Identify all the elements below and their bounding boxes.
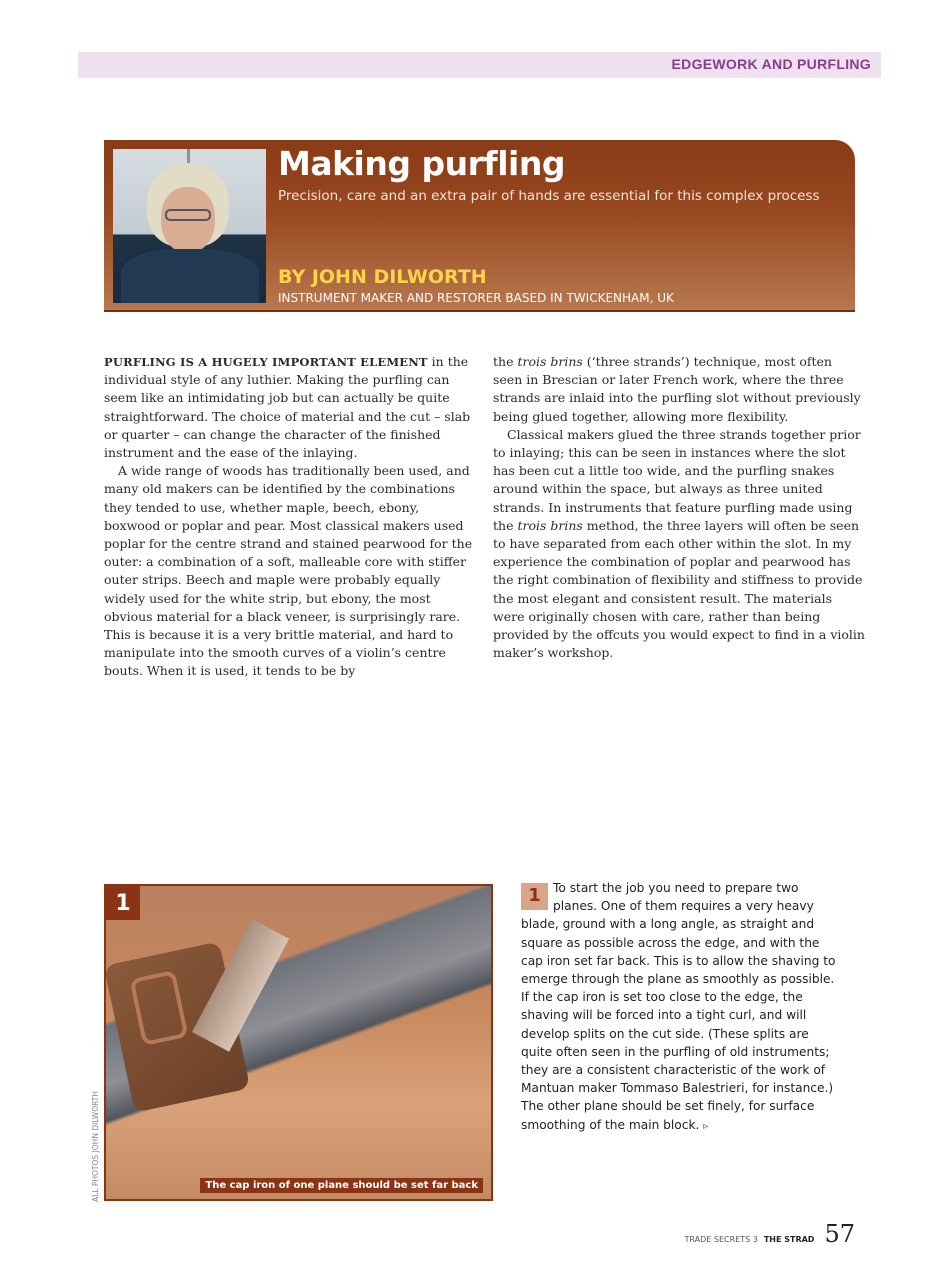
author-portrait: [113, 149, 266, 303]
figure-photo: [104, 884, 493, 1201]
step-number: 1: [521, 883, 548, 910]
section-label: EDGEWORK AND PURFLING: [671, 56, 871, 72]
page-number: 57: [824, 1220, 855, 1248]
paragraph-1: PURFLING IS A HUGELY IMPORTANT ELEMENT in the individual style of any luthier. Making the purfling can seem like an intimidating job but can actually be quite straightforward. The choice of material and the cut – slab or quarter – can change the character of the finished instrument and the ease of the inlaying.: [104, 354, 471, 461]
photo-credit: ALL PHOTOS JOHN DILWORTH: [91, 1091, 100, 1202]
author-role: INSTRUMENT MAKER AND RESTORER BASED IN TWICKENHAM, UK: [278, 291, 674, 305]
article-standfirst: Precision, care and an extra pair of hands are essential for this complex process: [278, 188, 820, 204]
step-text: To start the job you need to prepare two planes. One of them requires a very heavy blade, ground with a long angle, as straight and square as possible across the edge, and with the cap iron set far back. This is to allow the shaving to emerge through the plane as smoothly as possible. If the cap iron is set too close to the edge, the shaving will be forced into a tight curl, and will develop splits on the cut side. (These splits are quite often seen in the purfling of old instruments; they are a consistent characteristic of the work of Mantuan maker Tommaso Balestrieri, for instance.) The other plane should be set finely, for surface smoothing of the main block.: [521, 881, 836, 1132]
footer-brand: THE STRAD: [763, 1235, 815, 1244]
footer-publication: TRADE SECRETS 3: [684, 1235, 758, 1244]
paragraph-2: A wide range of woods has traditionally been used, and many old makers can be identified by the combinations they tended to use, whether maple, beech, ebony, boxwood or poplar and pear. Most classical makers used poplar for the centre strand and stained pearwood for the outer: a combination of a soft, malleable core with stiffer outer strips. Beech and maple were probably equally widely used for the white strip, but ebony, the most obvious material for a black veneer, is surprisingly rare. This is because it is a very brittle material, and hard to manipulate into the smooth curves of a violin’s centre bouts. When it is used, it tends to be by: [104, 463, 473, 679]
figure-number: 1: [106, 886, 140, 920]
article-title: Making purfling: [278, 144, 565, 183]
continue-arrow-icon: ▹: [703, 1120, 709, 1132]
article-header: [104, 140, 855, 312]
section-band: [78, 52, 881, 78]
lead-in: PURFLING IS A HUGELY IMPORTANT ELEMENT: [104, 355, 428, 369]
page-footer: [685, 1220, 855, 1248]
figure-caption: The cap iron of one plane should be set far back: [200, 1178, 483, 1193]
byline: BY JOHN DILWORTH: [278, 266, 487, 288]
paragraph-3: the trois brins (‘three strands’) technique, most often seen in Brescian or later French work, where the three strands are inlaid into the purfling slot without previously being glued together, allowing more flexibility.: [493, 354, 861, 424]
step-1: [521, 879, 839, 1136]
paragraph-4: Classical makers glued the three strands together prior to inlaying; this can be seen in instances where the slot has been cut a little too wide, and the purfling snakes around within the space, but always as three united strands. In instruments that feature purfling made using the trois brins method, the three layers will often be seen to have separated from each other within the slot. In my experience the combination of poplar and pearwood has the right combination of flexibility and stiffness to provide the most elegant and consistent result. The materials were originally chosen with care, rather than being provided by the offcuts you would expect to find in a violin maker’s workshop.: [493, 426, 865, 661]
body-column-right: [493, 353, 865, 662]
body-column-left: [104, 353, 476, 681]
